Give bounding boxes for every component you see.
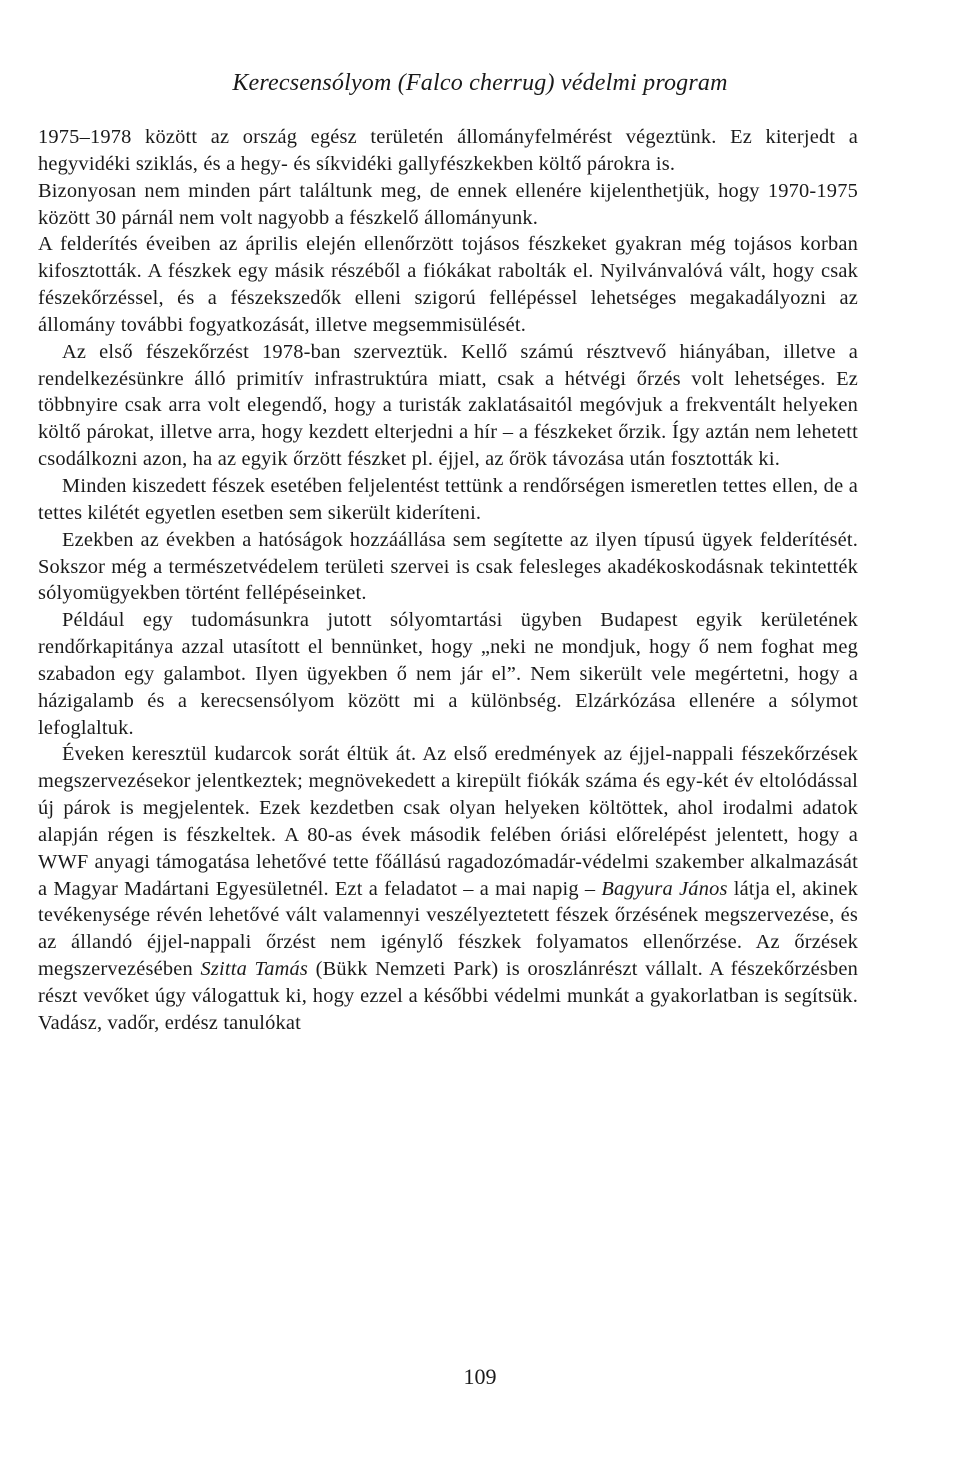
running-title: Kerecsensólyom (Falco cherrug) védelmi program — [232, 70, 728, 96]
page-number: 109 — [463, 1364, 497, 1389]
paragraph-8 — [38, 741, 858, 1036]
paragraph-5: Minden kiszedett fészek esetében feljelentést tettünk a rendőrségen ismeretlen tettes ellen, de a tettes kilétét egyetlen esetben sem sikerült kideríteni. — [38, 474, 858, 524]
paragraph-4: Az első fészekőrzést 1978-ban szerveztük. Kellő számú résztvevő hiányában, illetve a rendelkezésünkre álló primitív infrastruktúra miatt, csak a hétvégi őrzés volt lehetséges. Ez többnyire csak arra volt elegendő, hogy a turisták zaklatásaitól megóvjuk a frekventált helyeken költő párokat, illetve arra, hogy kezdett elterjedni a hír – a fészkeket őrzik. Így aztán nem lehetett csodálkozni azon, ha az egyik őrzött fészket pl. éjjel, az őrök távozása után fosztották ki. — [38, 340, 858, 471]
paragraph-8-text-before: Éveken keresztül kudarcok sorát éltük át. Az első eredmények az éjjel-nappali fészekőrzések megszervezésekor jelentkeztek; megnövekedett a kirepült fiókák száma és egy-két év eltolódással új párok is megjelentek. Ezek kezdetben csak olyan helyeken költöttek, ahol irodalmi adatok alapján régen is fészkeltek. A 80-as évek második felében óriási előrelépést jelentett, hogy a WWF anyagi támogatása lehetővé tette főállású ragadozómadár-védelmi szakember alkalmazását a Magyar Madártani Egyesületnél. Ezt a feladatot – a mai napig – — [38, 743, 858, 900]
paragraph-8-text-after: (Bükk Nemzeti Park) is oroszlánrészt vállalt. A fészekőrzésben részt vevőket úgy válogattuk ki, hogy ezzel a későbbi védelmi munkát a gyakorlatban is segítsük. Vadász, vadőr, erdész tanulókat — [38, 958, 859, 1034]
paragraph-3: A felderítés éveiben az április elején ellenőrzött tojásos fészkeket gyakran még tojásos korban kifosztották. A fészkek egy másik részéből a fiókákat rabolták el. Nyilvánvalóvá vált, hogy csak fészekőrzéssel, és a fészekszedők elleni szigorú fellépéssel lehetséges megakadályozni az állomány további fogyatkozását, illetve megsemmisülését. — [38, 233, 858, 336]
person-name-bagyura: Bagyura János — [601, 877, 728, 900]
paragraph-8-text-middle: látja el, akinek tevékenysége révén lehetővé vált valamennyi veszélyeztetett fészek őrzésének megszervezése, és az állandó éjjel-nappali őrzést nem igénylő fészkek folyamatos ellenőrzése. Az őrzések megszervezésében — [38, 877, 858, 981]
person-name-szitta: Szitta Tamás — [200, 958, 309, 981]
paragraph-2: Bizonyosan nem minden párt találtunk meg, de ennek ellenére kijelenthetjük, hogy 1970-1975 között 30 párnál nem volt nagyobb a fészkelő állományunk. — [38, 179, 858, 229]
body-text — [38, 124, 858, 1037]
paragraph-6: Ezekben az években a hatóságok hozzáállása sem segítette az ilyen típusú ügyek felderítését. Sokszor még a természetvédelem területi szervei is csak felesleges akadékoskodásnak tekintették sólyomügyekben történt fellépéseinket. — [38, 528, 858, 605]
paragraph-7: Például egy tudomásunkra jutott sólyomtartási ügyben Budapest egyik kerületének rendőrkapitánya azzal utasított el bennünket, hogy „neki ne mondjuk, hogy ő nem foghat meg szabadon egy galambot. Ilyen ügyekben ő nem jár el”. Nem sikerült vele megértetni, hogy a házigalamb és a kerecsensólyom között mi a különbség. Elzárkózása ellenére a sólymot lefoglaltuk. — [38, 609, 858, 739]
paragraph-1: 1975–1978 között az ország egész területén állományfelmérést végeztünk. Ez kiterjedt a hegyvidéki sziklás, és a hegy- és síkvidéki gallyfészkekben költő párokra is. — [38, 126, 858, 175]
